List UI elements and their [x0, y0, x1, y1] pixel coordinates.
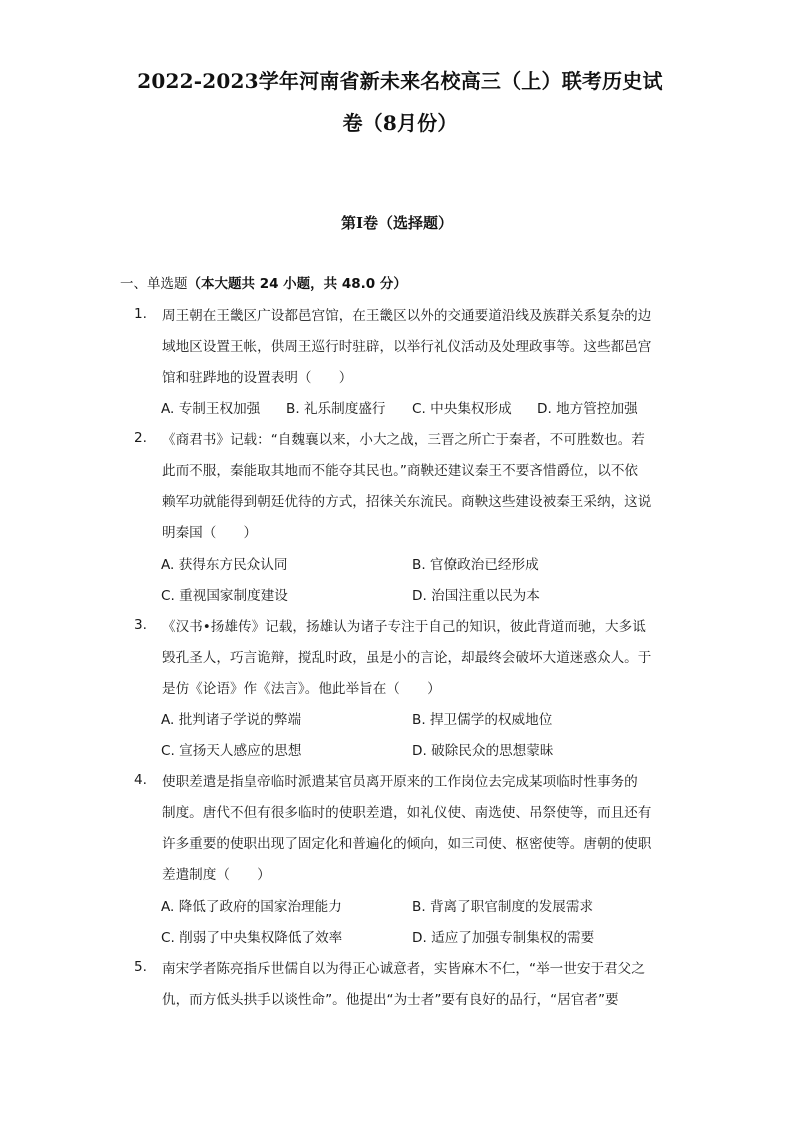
- question-text-line: 南宋学者陈亮指斥世儒自以为得正心诚意者，实皆麻木不仁，“举一世安于君父之: [162, 961, 645, 977]
- question-text-line: 使职差遣是指皇帝临时派遣某官员离开原来的工作岗位去完成某项临时性事务的: [162, 774, 638, 790]
- question-text-line: 制度。唐代不但有很多临时的使职差遣，如礼仪使、南选使、吊祭使等，而且还有: [162, 805, 652, 821]
- option-a: A. 批判诸子学说的弊端: [161, 712, 302, 728]
- option-b: B. 礼乐制度盛行: [286, 401, 386, 417]
- question-text-line: 馆和驻跸地的设置表明（ ）: [162, 370, 353, 386]
- option-a: A. 获得东方民众认同: [161, 557, 288, 573]
- question-text-line: 许多重要的使职出现了固定化和普遍化的倾向，如三司使、枢密使等。唐朝的使职: [162, 836, 652, 852]
- question-text-line: 仇，而方低头拱手以谈性命”。他提出“为士者”要有良好的品行，“居官者”要: [162, 992, 619, 1008]
- option-c: C. 削弱了中央集权降低了效率: [161, 930, 343, 946]
- question-text-line: 域地区设置王帐，供周王巡行时驻辟，以举行礼仪活动及处理政事等。这些都邑宫: [162, 339, 652, 355]
- question-text-line: 此而不服，秦能取其地而不能夺其民也。”商鞅还建议秦王不要吝惜爵位，以不依: [162, 463, 639, 479]
- option-c: C. 重视国家制度建设: [161, 588, 288, 604]
- option-d: D. 地方管控加强: [537, 401, 638, 417]
- part-heading-info: （本大题共 24 小题，共 48.0 分）: [187, 276, 407, 292]
- option-d: D. 治国注重以民为本: [412, 588, 540, 604]
- question-text-line: 《汉书•扬雄传》记载，扬雄认为诸子专注于自己的知识，彼此背道而驰，大多诋: [162, 619, 646, 635]
- question-text-line: 毁孔圣人，巧言诡辩，搅乱时政，虽是小的言论，却最终会破坏大道迷惑众人。于: [162, 650, 652, 666]
- question-text-line: 差遣制度（ ）: [162, 867, 271, 883]
- question-number: 2.: [134, 430, 147, 446]
- question-text-line: 周王朝在王畿区广设都邑宫馆，在王畿区以外的交通要道沿线及族群关系复杂的边: [162, 308, 652, 324]
- document-title-line-2: 卷（8月份）: [342, 111, 458, 135]
- part-heading-prefix: 一、单选题: [120, 276, 188, 292]
- option-a: A. 专制王权加强: [161, 401, 261, 417]
- question-text-line: 《商君书》记载：“自魏襄以来，小大之战，三晋之所亡于秦者，不可胜数也。若: [162, 432, 645, 448]
- question-text-line: 是仿《论语》作《法言》。他此举旨在（ ）: [162, 681, 441, 697]
- question-number: 5.: [134, 959, 147, 975]
- option-b: B. 背离了职官制度的发展需求: [412, 899, 594, 915]
- option-b: B. 捍卫儒学的权威地位: [412, 712, 553, 728]
- option-d: D. 破除民众的思想蒙昧: [412, 743, 554, 759]
- question-text-line: 赖军功就能得到朝廷优待的方式，招徕关东流民。商鞅这些建设被秦王采纳，这说: [162, 494, 652, 510]
- question-number: 1.: [134, 306, 147, 322]
- question-number: 4.: [134, 772, 147, 788]
- option-c: C. 中央集权形成: [412, 401, 512, 417]
- option-c: C. 宣扬天人感应的思想: [161, 743, 302, 759]
- option-d: D. 适应了加强专制集权的需要: [412, 930, 595, 946]
- option-b: B. 官僚政治已经形成: [412, 557, 539, 573]
- question-number: 3.: [134, 617, 147, 633]
- option-a: A. 降低了政府的国家治理能力: [161, 899, 342, 915]
- question-text-line: 明秦国（ ）: [162, 525, 258, 541]
- part-heading: [120, 272, 407, 292]
- section-heading: 第I卷（选择题）: [340, 214, 454, 232]
- document-title-line-1: 2022-2023学年河南省新未来名校高三（上）联考历史试: [137, 69, 663, 93]
